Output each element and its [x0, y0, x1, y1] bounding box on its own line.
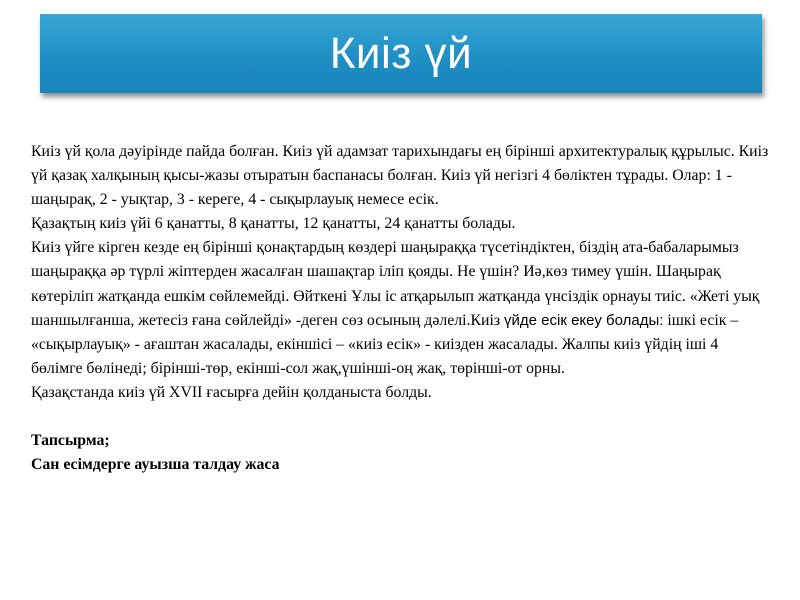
slide-title: Киіз үй: [329, 28, 473, 78]
task-heading: Тапсырма;: [31, 432, 110, 450]
paragraph-history: [31, 140, 771, 212]
paragraph-history-text: Киіз үй қола дәуірінде пайда болған. Киіз үй адамзат тарихындағы ең бірінші архитектуралық құрылыс. Киіз үй қазақ халқының қысы-жазы отыратын баспанасы болған. Киіз үй негізгі 4 бөліктен тұрады. Олар: 1 - шаңырақ, 2 - уықтар, 3 - кереге, 4 - сықырлауық немесе есік.: [31, 143, 769, 209]
paragraph-usage-text: Қазақстанда киіз үй XVII ғасырға дейін қолданыста болды.: [31, 383, 432, 401]
paragraph-wings: [31, 212, 771, 236]
task-text: Сан есімдерге ауызша талдау жаса: [31, 456, 280, 474]
paragraph-customs-text-1: Киіз үйге кірген кезде ең бірінші қонақтардың көздері шаңыраққа түсетіндіктен, біздің ата-бабаларымыз шаңыраққа әр түрлі жіптерден жасалған шашақтар іліп қояды. Не үшін? Иә,көз тимеу үшін. Шаңырақ көтеріліп жатқанда ешкім сөйлемейді. Өйткені Ұлы іс атқарылып жатқанда үнсіздік орнауы тиіс. «Жеті уық шаншылғанша, жетесіз ғана сөйлейді» -деген сөз осының дәлелі.Киіз: [31, 239, 760, 329]
paragraph-customs: [31, 236, 771, 381]
paragraph-customs-text-2: ішкі есік – «сықырлауық» - ағаштан жасалады, екіншісі – «киіз есік» - киізден жасалады. Жалпы киіз үйдің іші 4 бөлімге бөлінеді; бірінші-төр, екінші-сол жақ,үшінші-оң жақ, төрінші-от орны.: [31, 311, 739, 377]
body-text: [31, 140, 771, 477]
paragraph-usage: [31, 381, 771, 405]
paragraph-wings-text: Қазақтың киіз үйі 6 қанатты, 8 қанатты, 12 қанатты, 24 қанатты болады.: [31, 215, 516, 233]
paragraph-customs-text-sans: үйде есік екеу болады:: [504, 311, 664, 329]
spacer: [31, 405, 771, 429]
title-banner: [40, 14, 762, 93]
